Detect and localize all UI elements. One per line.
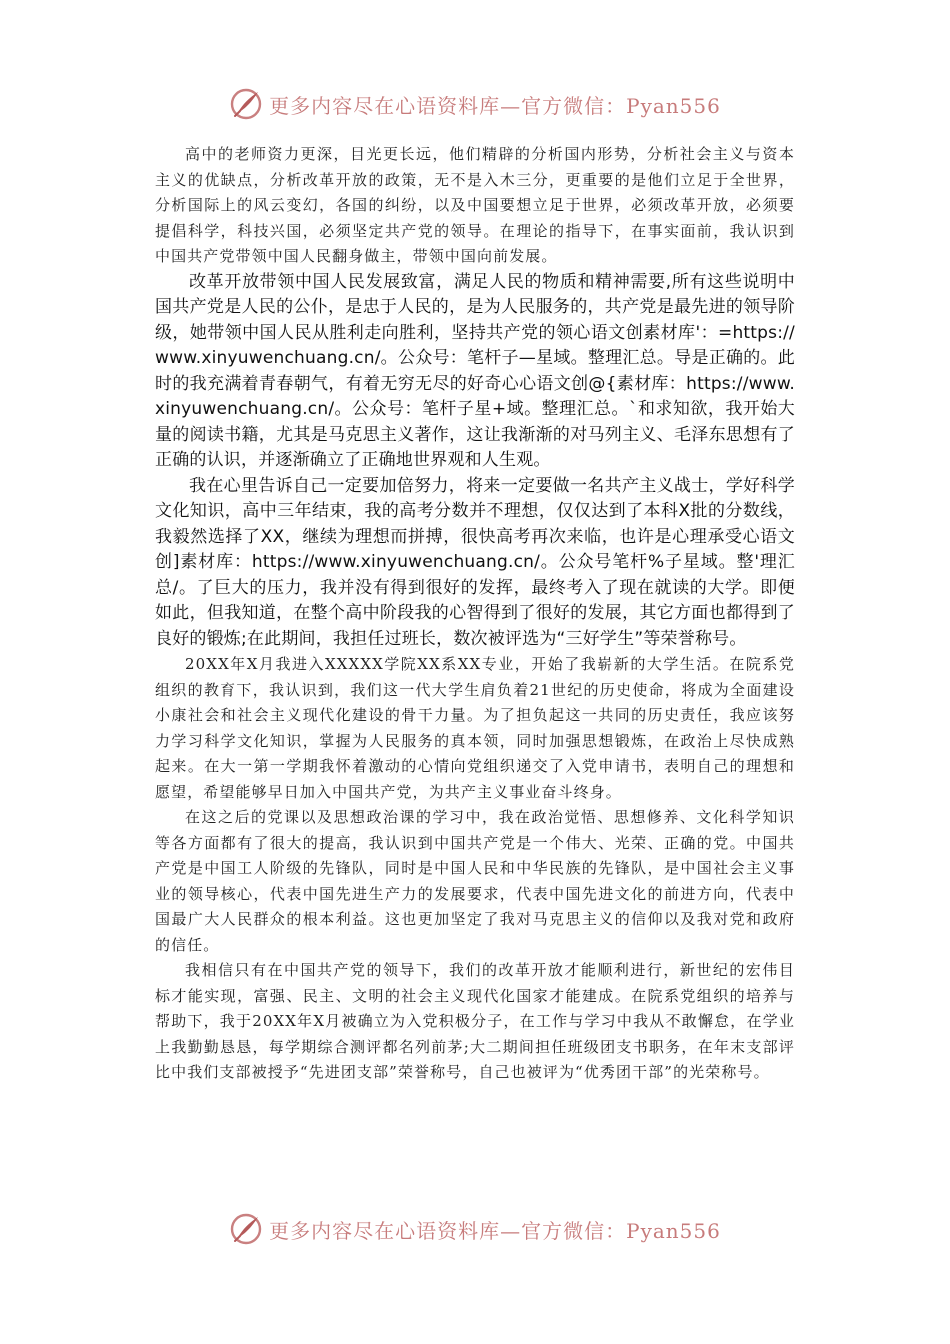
paragraph-3: 我在心里告诉自己一定要加倍努力，将来一定要做一名共产主义战士，学好科学文化知识，高中三年结束，我的高考分数并不理想，仅仅达到了本科X批的分数线，我毅然选择了XX，继续为理想而拼搏，很快高考再次来临，也许是心理承受心语文创]素材库：https://www.xinyuwenchuang.cn/。公众号笔杆%子星域。整'理汇总/。了巨大的压力，我并没有得到很好的发挥，最终考入了现在就读的大学。即便如此，但我知道，在整个高中阶段我的心智得到了很好的发展，其它方面也都得到了良好的锻炼;在此期间，我担任过班长，数次被评选为“三好学生”等荣誉称号。	[155, 475, 795, 649]
paragraph-4: 20XX年X月我进入XXXXX学院XX系XX专业，开始了我崭新的大学生活。在院系党组织的教育下，我认识到，我们这一代大学生肩负着21世纪的历史使命，将成为全面建设小康社会和社会主义现代化建设的骨干力量。为了担负起这一共同的历史责任，我应该努力学习科学文化知识，掌握为人民服务的真本领，同时加强思想锻炼，在政治上尽快成熟起来。在大一第一学期我怀着激动的心情向党组织递交了入党申请书，表明自己的理想和愿望，希望能够早日加入中国共产党，为共产主义事业奋斗终身。	[155, 655, 795, 801]
quill-pen-logo-icon	[229, 87, 263, 121]
footer-banner-text: 更多内容尽在心语资料库—官方微信：Pyan556	[269, 1218, 721, 1243]
paragraph-5: 在这之后的党课以及思想政治课的学习中，我在政治觉悟、思想修养、文化科学知识等各方面都有了很大的提高，我认识到中国共产党是一个伟大、光荣、正确的党。中国共产党是中国工人阶级的先锋队，同时是中国人民和中华民族的先锋队，是中国社会主义事业的领导核心，代表中国先进生产力的发展要求，代表中国先进文化的前进方向，代表中国最广大人民群众的根本利益。这也更加坚定了我对马克思主义的信仰以及我对党和政府的信任。	[155, 808, 795, 954]
paragraph-2: 改革开放带领中国人民发展致富，满足人民的物质和精神需要,所有这些说明中国共产党是人民的公仆，是忠于人民的，是为人民服务的，共产党是最先进的领导阶级，她带领中国人民从胜利走向胜利，坚持共产党的领心语文创素材库'：=https://www.xinyuwenchuang.cn/。公众号：笔杆子—星域。整理汇总。导是正确的。此时的我充满着青春朝气，有着无穷无尽的好奇心心语文创@{素材库：https://www.xinyuwenchuang.cn/。公众号：笔杆子星+域。整理汇总。`和求知欲，我开始大量的阅读书籍，尤其是马克思主义著作，这让我渐渐的对马列主义、毛泽东思想有了正确的认识，并逐渐确立了正确地世界观和人生观。	[155, 271, 795, 470]
header-banner-text: 更多内容尽在心语资料库—官方微信：Pyan556	[269, 93, 721, 118]
quill-pen-logo-icon	[229, 1212, 263, 1246]
document-body	[155, 142, 795, 1086]
paragraph-6: 我相信只有在中国共产党的领导下，我们的改革开放才能顺利进行，新世纪的宏伟目标才能实现，富强、民主、文明的社会主义现代化国家才能建成。在院系党组织的培养与帮助下，我于20XX年X月被确立为入党积极分子，在工作与学习中我从不敢懈怠，在学业上我勤勤恳恳，每学期综合测评都名列前茅;大二期间担任班级团支书职务，在年末支部评比中我们支部被授予“先进团支部”荣誉称号，自己也被评为“优秀团干部”的光荣称号。	[155, 961, 795, 1081]
paragraph-1: 高中的老师资力更深，目光更长远，他们精辟的分析国内形势，分析社会主义与资本主义的优缺点，分析改革开放的政策，无不是入木三分，更重要的是他们立足于全世界，分析国际上的风云变幻，各国的纠纷，以及中国要想立足于世界，必须改革开放，必须要提倡科学，科技兴国，必须坚定共产党的领导。在理论的指导下，在事实面前，我认识到中国共产党带领中国人民翻身做主，带领中国向前发展。	[155, 145, 795, 265]
footer-banner	[0, 1209, 950, 1249]
header-banner	[0, 84, 950, 124]
